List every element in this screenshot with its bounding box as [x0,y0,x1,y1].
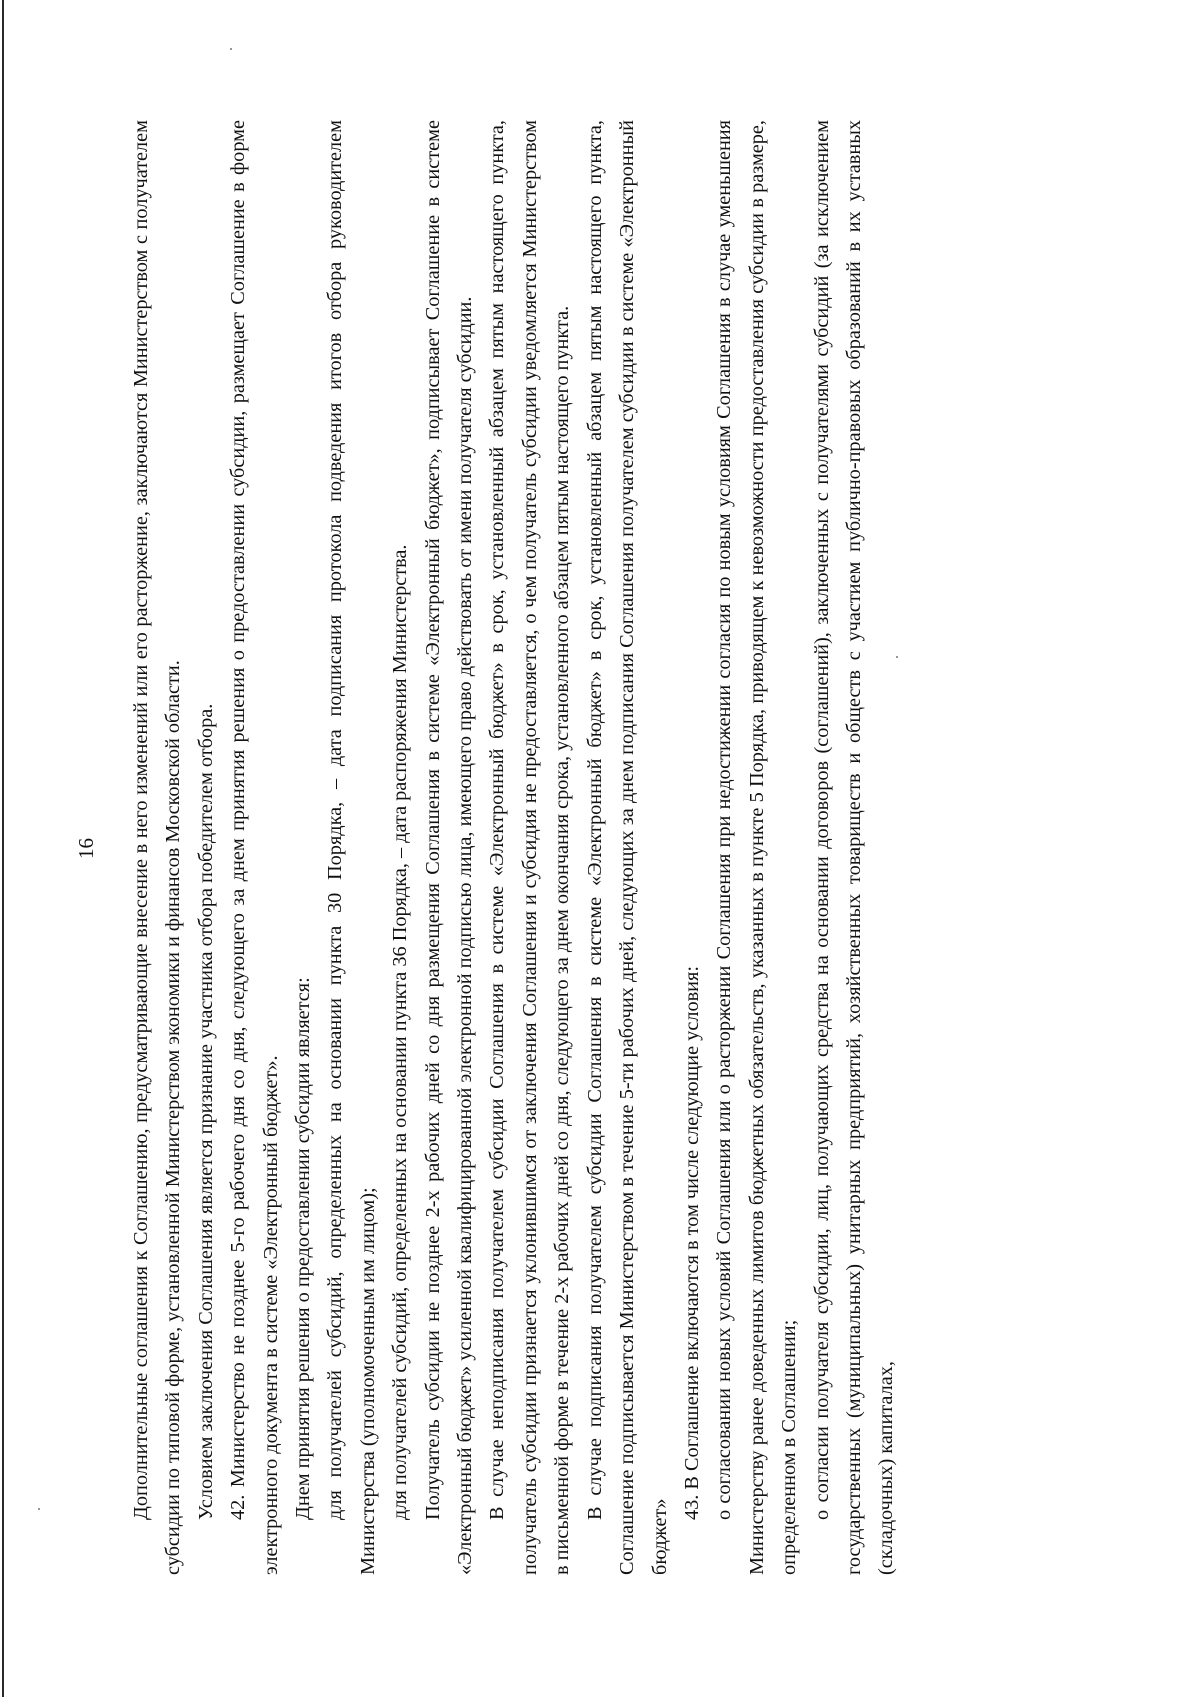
scan-speck [896,656,898,658]
document-body [125,120,1035,1575]
paragraph-non-signing: В случае неподписания получателем субсидии Соглашения в системе «Электронный бюджет» в срок, установленный абзацем пятым настоящего пункта, получатель субсидии признается уклонившимся от заключения Соглашения и субсидия не предоставляется, о чем получатель субсидии уведомляется Министерством в письменной форме в течение 2-х рабочих дней со дня, следующего за днем окончания срока, установленного абзацем пятым настоящего пункта. [486,120,574,1575]
paragraph-additional-agreements: Дополнительные соглашения к Соглашению, предусматривающие внесение в него изменений или его расторжение, заключаются Министерством с получателем субсидии по типовой форме, установленной Министерством экономики и финансов Московской области. [130,120,185,1575]
paragraph-item-43: 43. В Соглашение включаются в том числе следующие условия: [680,966,703,1520]
paragraph-condition-of-agreement: Условием заключения Соглашения является признание участника отбора победителем отбора. [194,703,217,1520]
scan-edge [2,0,4,1697]
paragraph-recipients-point-36: для получателей субсидий, определенных на основании пункта 36 Порядка, – дата распоряжения Министерства. [389,544,412,1520]
paragraph-consent: о согласии получателя субсидии, лиц, получающих средства на основании договоров (соглашений), заключенных с получателями субсидий (за исключением государственных (муниципальных) унитарных предприятий, хозяйственных товариществ и обществ с участием публично-правовых образований в их уставных (складочных) капиталах, [810,120,898,1575]
paragraph-item-42: 42. Министерство не позднее 5-го рабочего дня со дня, следующего за днем принятия решения о предоставлении субсидии, размещает Соглашение в форме электронного документа в системе «Электронный бюджет». [227,120,282,1575]
paragraph-recipients-point-30: для получателей субсидий, определенных на основании пункта 30 Порядка, – дата подписания протокола подведения итогов отбора руководителем Министерства (уполномоченным им лицом); [324,120,379,1575]
rotated-page-body [125,120,1035,1575]
paragraph-recipient-signs: Получатель субсидии не позднее 2-х рабочих дней со дня размещения Соглашения в системе «Электронный бюджет», подписывает Соглашение в системе «Электронный бюджет» усиленной квалифицированной электронной подписью лица, имеющего право действовать от имени получателя субсидии. [421,120,477,1575]
page-number: 16 [74,838,98,859]
paragraph-new-conditions: о согласовании новых условий Соглашения или о расторжении Соглашения при недостижении согласия по новым условиям Соглашения в случае уменьшения Министерству ранее доведенных лимитов бюджетных обязательств, указанных в пункте 5 Порядка, приводящем к невозможности предоставления субсидии в размере, определенном в Соглашении; [713,120,801,1575]
paragraph-signing: В случае подписания получателем субсидии Соглашения в системе «Электронный бюджет» в срок, установленный абзацем пятым настоящего пункта, Соглашение подписывается Министерством в течение 5-ти рабочих дней, следующих за днем подписания Соглашения получателем субсидии в системе «Электронный бюджет» [583,120,671,1575]
scan-speck [230,48,232,50]
paragraph-decision-day: Днем принятия решения о предоставлении субсидии является: [292,977,315,1520]
scan-speck [38,1508,40,1510]
